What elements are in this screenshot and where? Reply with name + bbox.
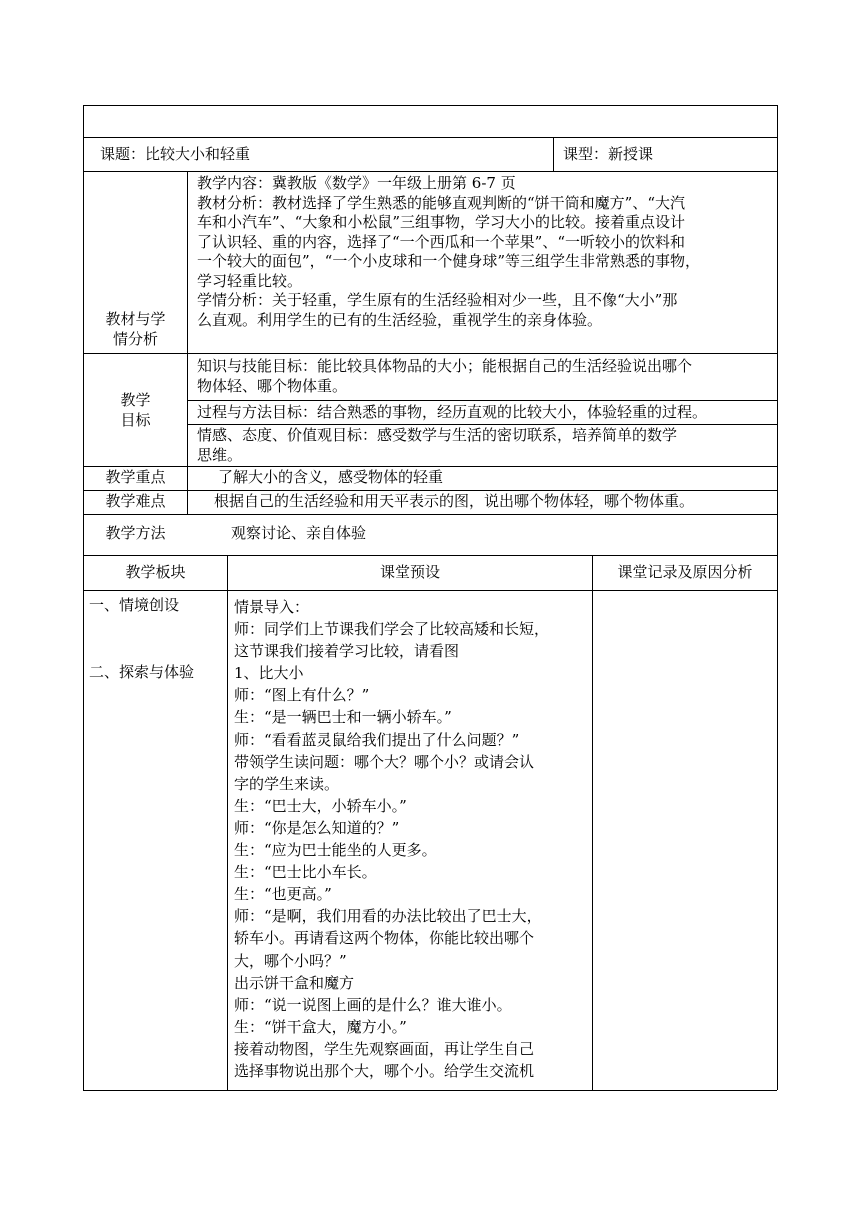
preset-line: 师：“说一说图上画的是什么？谁大谁小。 — [234, 995, 512, 1014]
preset-line: 师：“你是怎么知道的？” — [234, 818, 400, 837]
table-border-bottom — [83, 1090, 777, 1091]
key-point-label: 教学重点 — [105, 468, 166, 486]
preset-line: 生：“巴士大，小轿车小。” — [234, 796, 407, 815]
column-header-section: 教学板块 — [125, 563, 186, 581]
preset-line: 带领学生读问题：哪个大？哪个小？或请会认 — [234, 752, 535, 771]
col-divider — [227, 555, 228, 1090]
process-objective: 过程与方法目标：结合熟悉的事物，经历直观的比较大小，体验轻重的过程。 — [197, 403, 708, 421]
table-border-top — [83, 105, 777, 106]
preset-line: 字的学生来读。 — [234, 774, 340, 793]
analysis-line: 一个较大的面包”，“一个小皮球和一个健身球”等三组学生非常熟悉的事物， — [197, 252, 701, 270]
table-border-right — [777, 105, 778, 1090]
preset-line: 师：同学们上节课我们学会了比较高矮和长短， — [234, 620, 550, 639]
preset-line: 生：“巴士比小车长。 — [234, 863, 377, 882]
preset-line: 生：“饼干盒大，魔方小。” — [234, 1017, 407, 1036]
table-border-left — [83, 105, 84, 1090]
method-value: 观察讨论、亲自体验 — [231, 524, 367, 542]
section-situation: 一、情境创设 — [89, 596, 180, 614]
key-point-value: 了解大小的含义，感受物体的轻重 — [218, 468, 444, 486]
analysis-line: 了认识轻、重的内容，选择了“一个西瓜和一个苹果”、“一听较小的饮料和 — [197, 232, 686, 251]
row-divider — [83, 555, 777, 556]
preset-line: 师：“图上有什么？” — [234, 686, 370, 705]
row-divider — [187, 424, 777, 425]
preset-line: 轿车小。再请看这两个物体，你能比较出哪个 — [234, 929, 535, 948]
analysis-line: 学情分析：关于轻重，学生原有的生活经验相对少一些，且不像“大小”那 — [197, 291, 678, 309]
knowledge-objective — [197, 357, 692, 396]
preset-line: 1、比大小 — [234, 664, 304, 683]
section-exploration: 二、探索与体验 — [89, 663, 195, 681]
analysis-line: 教材分析：教材选择了学生熟悉的能够直观判断的“饼干筒和魔方”、“大汽 — [197, 193, 686, 212]
analysis-line: 么直观。利用学生的已有的生活经验，重视学生的亲身体验。 — [197, 310, 603, 329]
knowledge-objective-line: 物体轻、哪个物体重。 — [197, 376, 348, 395]
column-header-record: 课堂记录及原因分析 — [617, 563, 753, 581]
emotion-objective — [197, 426, 677, 465]
col-divider — [592, 555, 593, 1090]
preset-line: 生：“也更高。” — [234, 885, 332, 904]
preset-line: 接着动物图，学生先观察画面，再让学生自己 — [234, 1039, 535, 1058]
preset-line: 生：“应为巴士能坐的人更多。 — [234, 841, 437, 860]
analysis-label-line: 教材与学 — [105, 310, 166, 328]
row-divider — [83, 590, 777, 591]
difficulty-value: 根据自己的生活经验和用天平表示的图，说出哪个物体轻，哪个物体重。 — [214, 492, 695, 510]
preset-line: 选择事物说出那个大，哪个小。给学生交流机 — [234, 1061, 535, 1080]
row-divider — [83, 514, 777, 515]
analysis-line: 学习轻重比较。 — [197, 271, 303, 290]
objectives-label-line: 目标 — [120, 410, 151, 429]
preset-line: 生：“是一辆巴士和一辆小轿车。” — [234, 708, 452, 727]
method-label: 教学方法 — [105, 524, 166, 542]
preset-line: 出示饼干盒和魔方 — [234, 973, 355, 992]
row-divider — [83, 137, 777, 138]
column-header-preset: 课堂预设 — [379, 563, 440, 581]
objectives-label-line: 教学 — [120, 391, 151, 409]
row-divider — [187, 400, 777, 401]
preset-content — [234, 596, 590, 1082]
analysis-line: 车和小汽车”、“大象和小松鼠”三组事物，学习大小的比较。接着重点设计 — [197, 213, 686, 231]
analysis-label — [84, 310, 187, 349]
emotion-objective-line: 情感、态度、价值观目标：感受数学与生活的密切联系，培养简单的数学 — [197, 426, 678, 444]
knowledge-objective-line: 知识与技能目标：能比较具体物品的大小；能根据自己的生活经验说出哪个 — [197, 357, 693, 375]
emotion-objective-line: 思维。 — [197, 445, 243, 464]
col-divider — [187, 171, 188, 514]
difficulty-label: 教学难点 — [105, 492, 166, 510]
analysis-line: 教学内容：冀教版《数学》一年级上册第 6-7 页 — [197, 174, 516, 192]
analysis-label-line: 情分析 — [112, 329, 158, 348]
preset-line: 师：“是啊，我们用看的办法比较出了巴士大， — [234, 907, 542, 926]
preset-line: 师：“看看蓝灵鼠给我们提出了什么问题？” — [234, 730, 520, 749]
preset-line: 这节课我们接着学习比较，请看图 — [234, 642, 460, 661]
preset-line: 大，哪个小吗？” — [234, 951, 347, 970]
lesson-type-label: 课型：新授课 — [563, 145, 654, 163]
topic-label: 课题：比较大小和轻重 — [100, 145, 251, 163]
col-divider — [553, 137, 554, 171]
objectives-label — [84, 391, 187, 430]
preset-line: 情景导入： — [234, 598, 310, 616]
analysis-content — [197, 174, 775, 330]
